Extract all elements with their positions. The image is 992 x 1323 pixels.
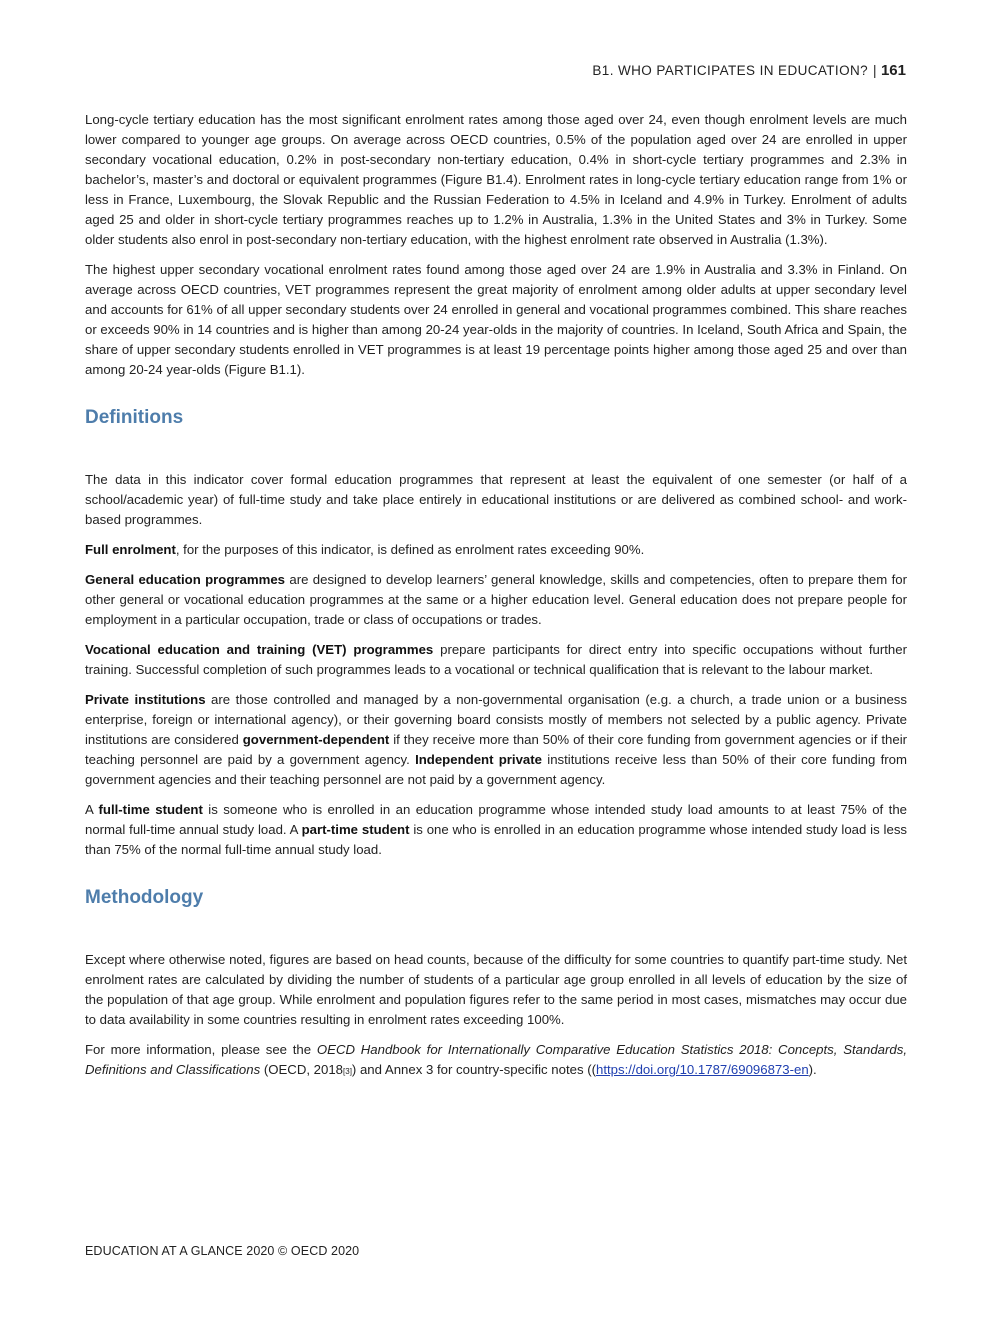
running-header	[592, 62, 906, 79]
header-separator: |	[873, 63, 877, 78]
paragraph-upper-secondary-vet: The highest upper secondary vocational enrolment rates found among those aged over 24 are 1.9% in Australia and 3.3% in Finland. On average across OECD countries, VET programmes represent the great majority of enrolment among older adults at upper secondary level and accounts for 61% of all upper secondary students over 24 enrolled in general and vocational programmes combined. This share reaches or exceeds 90% in 14 countries and is higher than among 20-24 year-olds in the majority of countries. In Iceland, South Africa and Spain, the share of upper secondary students enrolled in VET programmes is at least 19 percentage points higher among those aged 25 and over than among 20-24 year-olds (Figure B1.1).	[85, 262, 907, 377]
page-number: 161	[880, 62, 906, 79]
definition-text: if they receive more than 50% of their core funding from government agencies or if their teaching personnel are paid by a government agency.	[85, 732, 908, 767]
definition-text: prepare participants for direct entry into specific occupations without further training. Successful completion of such programmes leads to a vocational or technical qualification that is relevant to the labour market.	[85, 642, 907, 677]
page-footer: EDUCATION AT A GLANCE 2020 © OECD 2020	[85, 1244, 360, 1258]
main-content	[85, 110, 907, 1092]
term-government-dependent: government-dependent	[242, 732, 390, 747]
header-section-title: B1. WHO PARTICIPATES IN EDUCATION?	[592, 63, 869, 78]
definition-text: are designed to develop learners’ general knowledge, skills and competencies, often to prepare them for other general or vocational education programmes at the same or a higher education level. General education does not prepare people for employment in a particular occupation, trade or class of occupations or trades.	[85, 572, 907, 627]
methodology-heading: Methodology	[85, 887, 204, 908]
definitions-heading: Definitions	[85, 407, 184, 428]
paragraph-long-cycle-tertiary: Long-cycle tertiary education has the most significant enrolment rates among those aged over 24, even though enrolment levels are much lower compared to younger age groups. On average across OECD countries, 0.5% of the population aged over 24 are enrolled in upper secondary vocational education, 0.2% in post-secondary non-tertiary education, 0.4% in short-cycle tertiary programmes and 2.3% in bachelor’s, master’s and doctoral or equivalent programmes (Figure B1.4). Enrolment rates in long-cycle tertiary education range from 1% or less in France, Luxembourg, the Slovak Republic and the Russian Federation to 4.5% in Iceland and 4.9% in Turkey. Enrolment of adults aged 25 and older in short-cycle tertiary programmes reaches up to 1.2% in Australia, 1.3% in the United States and 3% in Turkey. Some older students also enrol in post-secondary non-tertiary education, with the highest enrolment rate observed in Australia (1.3%).	[85, 112, 907, 247]
definition-text: , for the purposes of this indicator, is defined as enrolment rates exceeding 90%.	[175, 542, 645, 557]
text-span: ).	[808, 1062, 817, 1077]
term-part-time-student: part-time student	[301, 822, 410, 837]
methodology-paragraph: Except where otherwise noted, figures are based on head counts, because of the difficulty for some countries to quantify part-time study. Net enrolment rates are calculated by dividing the number of students of a particular age group enrolled in all levels of education by the size of the population of that age group. While enrolment and population figures refer to the same period in most cases, mismatches may occur due to data availability in some countries resulting in enrolment rates exceeding 100%.	[85, 952, 907, 1027]
definition-text: is one who is enrolled in an education programme whose intended study load is less than 75% of the normal full-time annual study load.	[85, 822, 908, 857]
text-span: (OECD, 2018	[260, 1062, 344, 1077]
term-vet: Vocational education and training (VET) programmes	[85, 642, 434, 657]
term-private-institutions: Private institutions	[85, 692, 206, 707]
methodology-more-info	[85, 1040, 907, 1082]
doi-link[interactable]: https://doi.org/10.1787/69096873-en	[596, 1062, 809, 1077]
definition-text: A	[85, 802, 99, 817]
term-full-enrolment: Full enrolment	[85, 542, 176, 557]
term-full-time-student: full-time student	[98, 802, 203, 817]
text-span: ) and Annex 3 for country-specific notes ((	[351, 1062, 597, 1077]
definition-full-enrolment	[85, 540, 907, 560]
definitions-intro: The data in this indicator cover formal education programmes that represent at least the equivalent of one semester (or half of a school/academic year) of full-time study and take place entirely in educational institutions or are delivered as combined school- and work-based programmes.	[85, 472, 907, 527]
term-general-education: General education programmes	[85, 572, 285, 587]
definition-text: institutions receive less than 50% of their core funding from government agencies and their teaching personnel are not paid by a government agency.	[85, 752, 908, 787]
term-independent-private: Independent private	[415, 752, 542, 767]
definition-text: are those controlled and managed by a non-governmental organisation (e.g. a church, a trade union or a business enterprise, foreign or international agency), or their governing board consists mostly of members not selected by a public agency. Private institutions are considered	[85, 692, 907, 747]
text-span: For more information, please see the	[85, 1042, 317, 1057]
definition-general-education	[85, 570, 907, 630]
definition-vet	[85, 640, 907, 680]
reference-marker[interactable]: [3]	[343, 1067, 352, 1076]
definition-text: is someone who is enrolled in an education programme whose intended study load amounts to at least 75% of the normal full-time annual study load. A	[85, 802, 907, 837]
definition-private-institutions	[85, 690, 907, 790]
definition-student-status	[85, 800, 907, 860]
handbook-title: OECD Handbook for Internationally Comparative Education Statistics 2018: Concepts, Standards, Definitions and Classifications	[85, 1042, 907, 1077]
